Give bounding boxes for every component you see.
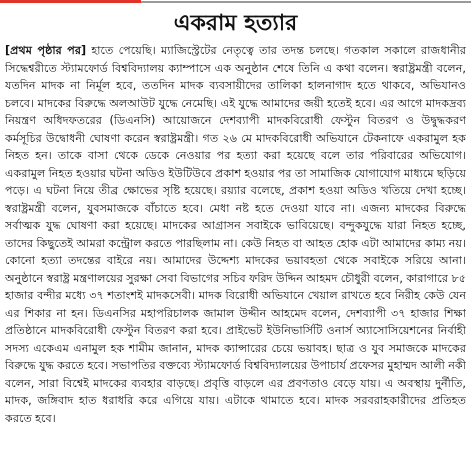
- top-color-rule: [0, 0, 471, 5]
- article-body: [5, 42, 466, 464]
- top-rule-grey-segment: [141, 1, 471, 3]
- article-headline: একরাম হত্যার: [173, 11, 298, 36]
- top-rule-red-segment: [0, 0, 141, 3]
- continuation-reference: [প্রথম পৃষ্ঠার পর]: [5, 44, 87, 57]
- article-body-text: হাতে পেয়েছি। ম্যাজিস্ট্রেটের নেতৃত্বে তার তদন্ত চলছে। গতকাল সকালে রাজধানীর সিদ্ধেশ্বরীতে স্ট্যামফোর্ড বিশ্ববিদ্যালয় ক্যাম্পাসে এক অনুষ্ঠান শেষে তিনি এ কথা বলেন। স্বরাষ্ট্রমন্ত্রী বলেন, যতদিন মাদক না নির্মূল হবে, ততদিন মাদক ব্যবসায়ীদের তালিকা হালনাগাদ হতে থাকবে, অভিযানও চলবে। মাদকের বিরুদ্ধে অলআউট যুদ্ধে নেমেছি। এই যুদ্ধে আমাদের জয়ী হতেই হবে। এর আগে মাদকদ্রব্য নিয়ন্ত্রণ অধিদফতরের (ডিএনসি) আয়োজনে দেশব্যাপী মাদকবিরোধী ফেস্টুন বিতরণ ও উদ্বুদ্ধকরণ কর্মসূচির উদ্বোধনী ঘোষণা করেন স্বরাষ্ট্রমন্ত্রী। গত ২৬ মে মাদকবিরোধী অভিযানে টেকনাফে একরামুল হক নিহত হন। তাকে বাসা থেকে ডেকে নেওয়ার পর হত্যা করা হয়েছে বলে তার পরিবারের অভিযোগ। একরামুল নিহত হওয়ার ঘটনা অডিও ইউটিউবে প্রকাশ হওয়ার পর তা সামাজিক যোগাযোগ মাধ্যমে ছড়িয়ে পড়ে। এ ঘটনা নিয়ে তীব্র ক্ষোভের সৃষ্টি হয়েছে। রয়্যার বলেছে, প্রকাশ হওয়া অডিও খতিয়ে দেখা হচ্ছে। স্বরাষ্ট্রমন্ত্রী বলেন, যুবসমাজকে বাঁচাতে হবে। মেধা নষ্ট হতে দেওয়া যাবে না। এজন্য মাদকের বিরুদ্ধে সর্বাত্মক যুদ্ধ ঘোষণা করা হয়েছে। মাদকের আগ্রাসন সবাইকে ভাবিয়েছে। বন্দুকযুদ্ধে যারা নিহত হচ্ছে, তাদের কিছুতেই আমরা কন্ট্রোল করতে পারছিলাম না। কেউ নিহত বা আহত হোক এটা আমাদের কাম্য নয়। কোনো হত্যা তদন্তের বাইরে নয়। আমাদের উদ্দেশ্য মাদকের ভয়াবহতা থেকে সবাইকে সরিয়ে আনা। অনুষ্ঠানে স্বরাষ্ট্র মন্ত্রণালয়ের সুরক্ষা সেবা বিভাগের সচিব ফরিদ উদ্দিন আহমদ চৌধুরী বলেন, কারাগারে ৮৫ হাজার বন্দীর মধ্যে ৩৭ শতাংশই মাদকসেবী। মাদক বিরোধী অভিযানে খেয়াল রাখতে হবে নিরীহ কেউ যেন এর শিকার না হন। ডিএনসির মহাপরিচালক জামাল উদ্দীন আহমেদ বলেন, দেশব্যাপী ৩৭ হাজার শিক্ষা প্রতিষ্ঠানে মাদকবিরোধী ফেস্টুন বিতরণ করা হবে। প্রাইভেট ইউনিভার্সিটি ওনার্স অ্যাসোসিয়েশনের নির্বাহী সদস্য একেএম এনামুল হক শামীম জানান, মাদক ক্যান্সারের চেয়ে ভয়াবহ। ছাত্র ও যুব সমাজকে মাদকের বিরুদ্ধে যুদ্ধ করতে হবে। সভাপতির বক্তব্যে স্ট্যামফোর্ড বিশ্ববিদ্যালয়ের উপাচার্য প্রফেসর মুহাম্মদ আলী নকী বলেন, সারা বিশ্বেই মাদকের ব্যবহার বাড়ছে। প্রবৃত্তি বাড়লে এর প্রবণতাও বেড়ে যায়। এ অবস্থায় দুর্নীতি, মাদক, জঙ্গিবাদ হাত ধরাধরি করে এগিয়ে যায়। এটাকে থামাতে হবে। মাদক সরবরাহকারীদের প্রতিহত করতে হবে।: [5, 44, 466, 425]
